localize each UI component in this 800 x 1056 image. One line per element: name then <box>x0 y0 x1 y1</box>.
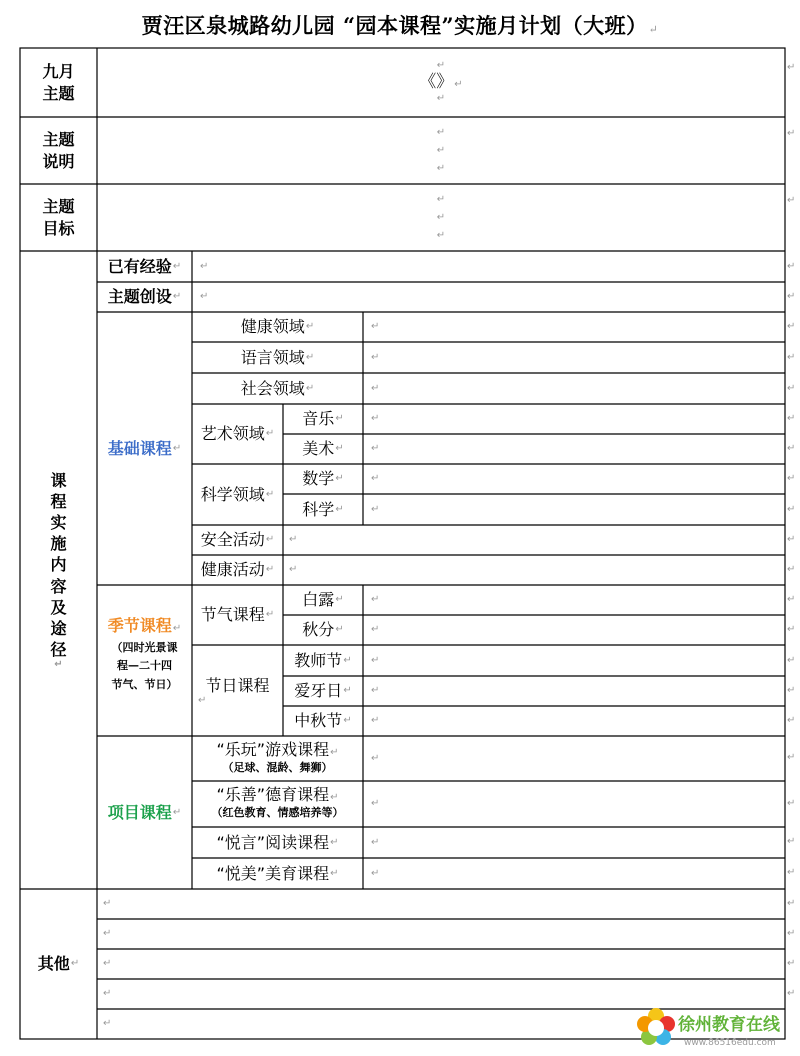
page-title: 贾汪区泉城路幼儿园 “园本课程”实施月计划（大班）↵ <box>141 13 659 38</box>
theme-brackets: 《》 <box>419 72 454 93</box>
creation-label: 主题创设 ↵ <box>107 287 182 307</box>
holiday-course-label: 节日课程 ↵ <box>198 675 270 707</box>
row-end-mark: ↵ <box>787 624 796 635</box>
row-end-mark: ↵ <box>787 867 796 878</box>
language-domain-input[interactable]: ↵ <box>371 351 380 363</box>
row-end-mark: ↵ <box>787 836 796 847</box>
beauty-course-label: “悦美”美育课程 ↵ <box>216 863 339 883</box>
row-end-mark: ↵ <box>787 685 796 696</box>
theme-desc-label: 主题 说明 <box>42 129 75 171</box>
fine-art-label: 美术 ↵ <box>302 439 344 459</box>
row-end-mark: ↵ <box>787 898 796 909</box>
teachers-day-label: 教师节 ↵ <box>294 650 352 670</box>
creation-input[interactable]: ↵ <box>200 291 209 302</box>
watermark-logo <box>630 1003 800 1053</box>
row-end-mark: ↵ <box>787 655 796 666</box>
theme-goal-input[interactable]: ↵ ↵ ↵ <box>436 193 446 241</box>
science-label: 科学 ↵ <box>302 499 344 519</box>
qiufen-input[interactable]: ↵ <box>371 624 380 635</box>
other-input-3[interactable]: ↵ <box>103 958 112 969</box>
other-input-5[interactable]: ↵ <box>103 1018 112 1029</box>
row-end-mark: ↵ <box>787 291 796 302</box>
row-end-mark: ↵ <box>787 798 796 809</box>
month-theme-label: 九月 主题 <box>42 61 75 103</box>
row-end-mark: ↵ <box>787 988 796 999</box>
row-end-mark: ↵ <box>787 261 796 272</box>
season-course-note: （四时光景课 程—二十四 节气、节日） <box>111 640 178 691</box>
other-input-1[interactable]: ↵ <box>103 898 112 909</box>
experience-input[interactable]: ↵ <box>200 260 209 272</box>
bailu-label: 白露 ↵ <box>302 590 344 610</box>
row-end-mark: ↵ <box>787 383 796 394</box>
row-end-mark: ↵ <box>787 62 796 73</box>
row-end-mark: ↵ <box>787 128 796 139</box>
reading-course-input[interactable]: ↵ <box>371 836 380 848</box>
theme-goal-label: 主题 目标 <box>42 196 75 238</box>
virtue-course-label: “乐善”德育课程↵ （红色教育、情感培养等） <box>211 785 344 820</box>
project-course-label: 项目课程 ↵ <box>107 802 182 822</box>
season-course-label: 季节课程↵ （四时光景课 程—二十四 节气、节日） <box>97 585 192 736</box>
health-activity-input[interactable]: ↵ <box>289 564 298 575</box>
row-end-mark: ↵ <box>787 413 796 424</box>
row-end-mark: ↵ <box>787 715 796 726</box>
row-end-mark: ↵ <box>787 473 796 484</box>
social-domain-label: 社会领域 ↵ <box>240 378 315 398</box>
science-input[interactable]: ↵ <box>371 503 380 515</box>
watermark-url: www.86516edu.com <box>684 1038 776 1048</box>
row-end-mark: ↵ <box>787 443 796 454</box>
row-end-mark: ↵ <box>787 594 796 605</box>
social-domain-input[interactable]: ↵ <box>371 382 380 394</box>
row-end-mark: ↵ <box>787 752 796 763</box>
fine-art-input[interactable]: ↵ <box>371 443 380 454</box>
health-domain-input[interactable]: ↵ <box>371 321 380 332</box>
health-activity-label: 健康活动 ↵ <box>200 560 275 580</box>
flower-icon <box>637 1008 675 1045</box>
reading-course-label: “悦言”阅读课程 ↵ <box>216 832 339 852</box>
music-label: 音乐 ↵ <box>302 409 344 429</box>
row-end-mark: ↵ <box>787 534 796 545</box>
play-course-label: “乐玩”游戏课程↵ （足球、混龄、舞狮） <box>216 739 339 774</box>
math-label: 数学 ↵ <box>302 469 344 489</box>
other-input-2[interactable]: ↵ <box>103 928 112 939</box>
health-domain-label: 健康领域 ↵ <box>240 317 315 337</box>
qiufen-label: 秋分 ↵ <box>302 620 344 640</box>
play-course-input[interactable]: ↵ <box>371 752 380 764</box>
mid-autumn-label: 中秋节 ↵ <box>294 711 352 731</box>
basic-course-label: 基础课程 ↵ <box>107 438 182 458</box>
language-domain-label: 语言领域 ↵ <box>240 347 315 367</box>
course-impl-label: 课 程 实 施 内 容 及 途 径 ↵ <box>50 471 67 670</box>
row-end-mark: ↵ <box>787 321 796 332</box>
music-input[interactable]: ↵ <box>371 413 380 424</box>
other-label: 其他 ↵ <box>37 954 80 974</box>
row-end-mark: ↵ <box>787 504 796 515</box>
other-input-4[interactable]: ↵ <box>103 988 112 999</box>
bailu-input[interactable]: ↵ <box>371 594 380 605</box>
row-end-mark: ↵ <box>787 958 796 969</box>
teeth-day-input[interactable]: ↵ <box>371 685 380 696</box>
safety-activity-label: 安全活动 ↵ <box>200 530 275 550</box>
row-end-mark: ↵ <box>787 928 796 939</box>
math-input[interactable]: ↵ <box>371 473 380 484</box>
solar-term-label: 节气课程 ↵ <box>200 605 275 625</box>
virtue-course-input[interactable]: ↵ <box>371 798 380 809</box>
teeth-day-label: 爱牙日 ↵ <box>294 681 352 701</box>
beauty-course-input[interactable]: ↵ <box>371 867 380 879</box>
science-domain-label: 科学领域 ↵ <box>200 484 275 504</box>
art-domain-label: 艺术领域 ↵ <box>200 424 275 444</box>
watermark-name: 徐州教育在线 <box>678 1015 780 1035</box>
row-end-mark: ↵ <box>787 352 796 363</box>
experience-label: 已有经验 ↵ <box>107 256 182 276</box>
safety-activity-input[interactable]: ↵ <box>289 534 298 545</box>
theme-desc-input[interactable]: ↵ ↵ ↵ <box>436 126 446 174</box>
month-theme-input[interactable]: ↵ 《》↵ ↵ <box>419 60 463 104</box>
row-end-mark: ↵ <box>787 195 796 206</box>
mid-autumn-input[interactable]: ↵ <box>371 715 380 726</box>
teachers-day-input[interactable]: ↵ <box>371 654 380 666</box>
row-end-mark: ↵ <box>787 564 796 575</box>
